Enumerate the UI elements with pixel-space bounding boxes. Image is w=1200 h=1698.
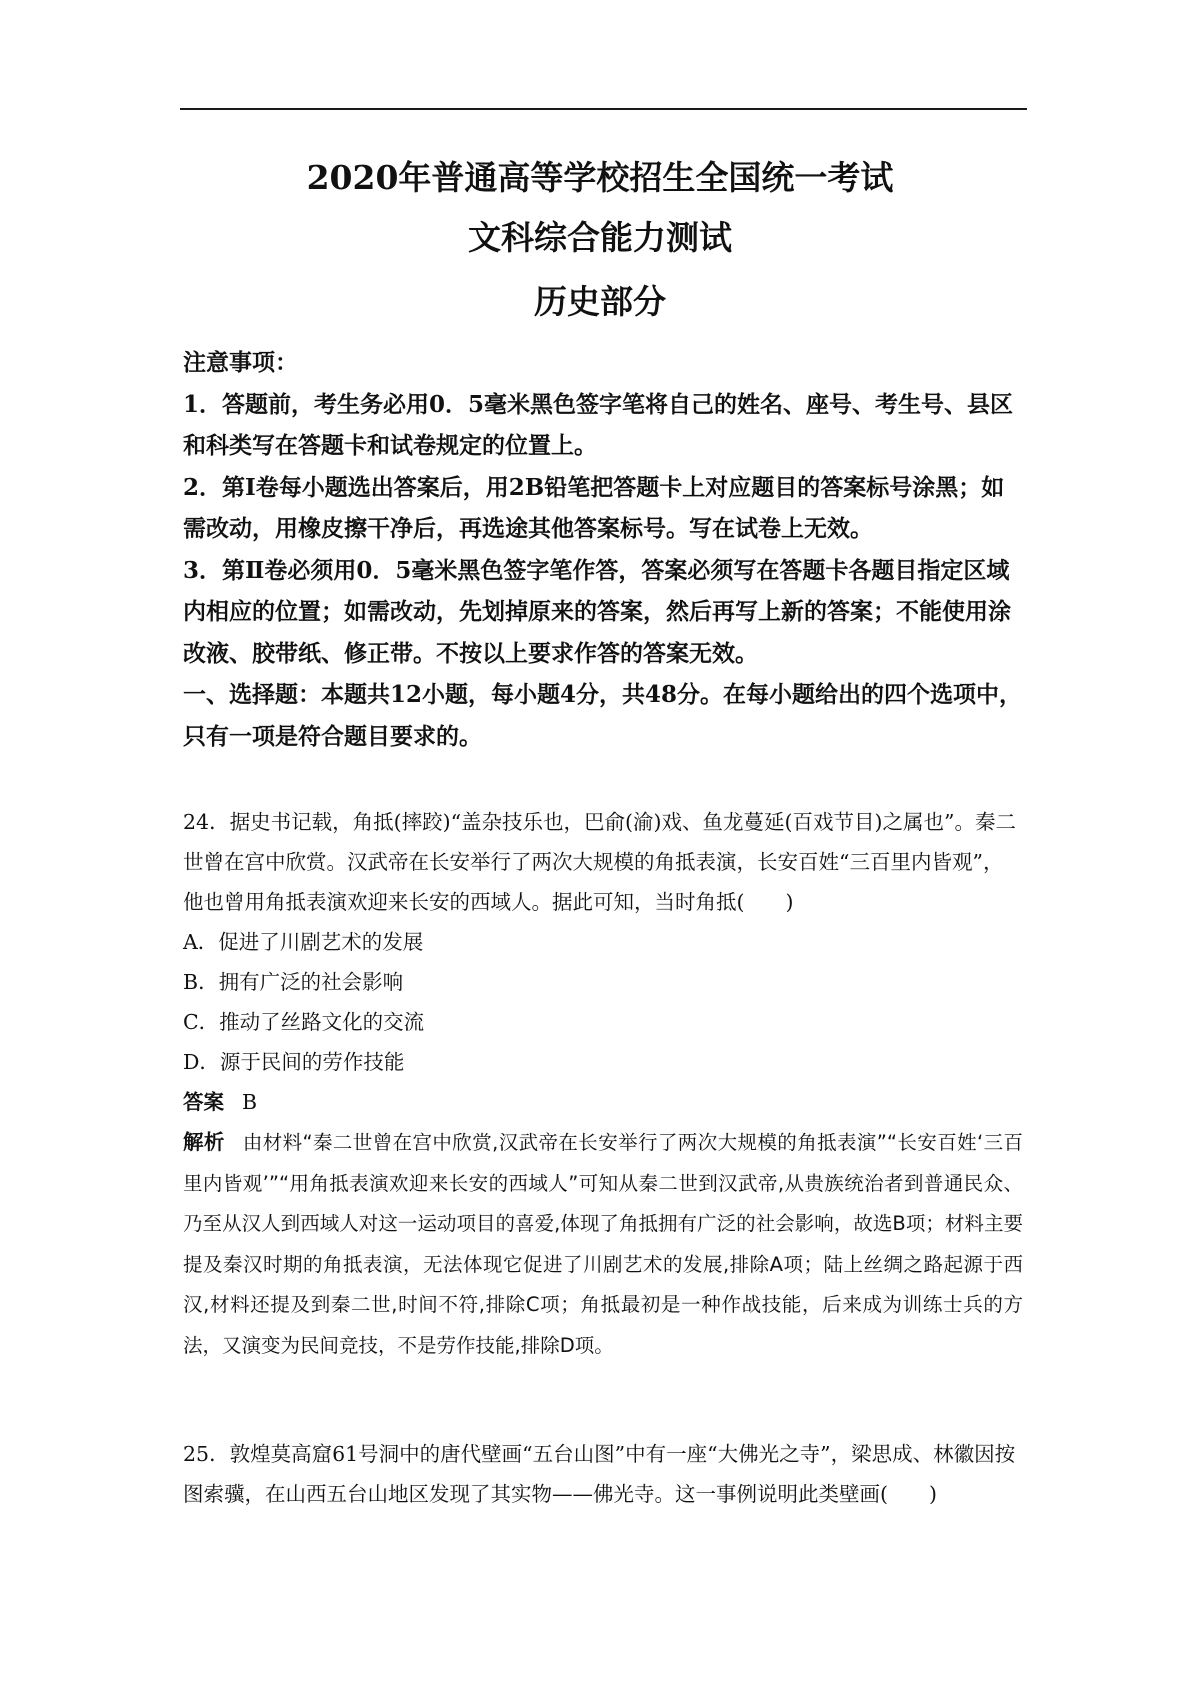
question-stem: 24．据史书记载，角抵(摔跤)“盖杂技乐也，巴俞(渝)戏、鱼龙蔓延(百戏节目)之属也”。秦二世曾在宫中欣赏。汉武帝在长安举行了两次大规模的角抵表演，长安百姓“三百里内皆观”，他也曾用角抵表演欢迎来长安的西域人。据此可知，当时角抵( ) xyxy=(183,810,1017,914)
option-a: A．促进了川剧艺术的发展 xyxy=(183,930,424,954)
notice-heading: 注意事项： xyxy=(183,349,298,376)
answer-line xyxy=(183,1082,1023,1122)
question-stem: 25．敦煌莫高窟61号洞中的唐代壁画“五台山图”中有一座“大佛光之寺”，梁思成、林徽因按图索骥，在山西五台山地区发现了其实物——佛光寺。这一事例说明此类壁画( ) xyxy=(183,1442,1016,1506)
question-24 xyxy=(183,802,1023,1366)
notice-item-2: 2．第Ⅰ卷每小题选出答案后，用2B铅笔把答题卡上对应题目的答案标号涂黑；如需改动，用橡皮擦干净后，再选途其他答案标号。写在试卷上无效。 xyxy=(183,473,1005,542)
section-instruction: 一、选择题：本题共12小题，每小题4分，共48分。在每小题给出的四个选项中，只有一项是符合题目要求的。 xyxy=(183,681,1023,750)
answer-label: 答案 xyxy=(183,1090,224,1114)
notice-item-3: 3．第Ⅱ卷必须用0．5毫米黑色签字笔作答，答案必须写在答题卡各题目指定区域内相应的位置；如需改动，先划掉原来的答案，然后再写上新的答案；不能使用涂改液、胶带纸、修正带。不按以上要求作答的答案无效。 xyxy=(183,556,1011,667)
exam-title: 2020年普通高等学校招生全国统一考试 xyxy=(306,158,894,197)
option-b: B．拥有广泛的社会影响 xyxy=(183,970,404,994)
analysis-label: 解析 xyxy=(183,1130,225,1154)
notice-item-1: 1．答题前，考生务必用0．5毫米黑色签字笔将自己的姓名、座号、考生号、县区和科类写在答题卡和试卷规定的位置上。 xyxy=(183,390,1014,459)
option-d: D．源于民间的劳作技能 xyxy=(183,1050,405,1074)
question-25 xyxy=(183,1434,1023,1514)
analysis-text: 由材料“秦二世曾在宫中欣赏,汉武帝在长安举行了两次大规模的角抵表演”“长安百姓‘三百里内皆观’”“用角抵表演欢迎来长安的西域人”可知从秦二世到汉武帝,从贵族统治者到普通民众、乃至从汉人到西域人对这一运动项目的喜爱,体现了角抵拥有广泛的社会影响，故选B项；材料主要提及秦汉时期的角抵表演，无法体现它促进了川剧艺术的发展,排除A项；陆上丝绸之路起源于西汉,材料还提及到秦二世,时间不符,排除C项；角抵最初是一种作战技能，后来成为训练士兵的方法，又演变为民间竞技，不是劳作技能,排除D项。 xyxy=(183,1131,1023,1357)
analysis-paragraph xyxy=(183,1122,1023,1366)
exam-subtitle: 文科综合能力测试 xyxy=(468,218,732,257)
notice-block xyxy=(183,342,1023,757)
option-c: C．推动了丝路文化的交流 xyxy=(183,1010,425,1034)
answer-value: B xyxy=(242,1090,258,1114)
header-rule xyxy=(180,108,1027,110)
exam-section-title: 历史部分 xyxy=(534,282,666,321)
